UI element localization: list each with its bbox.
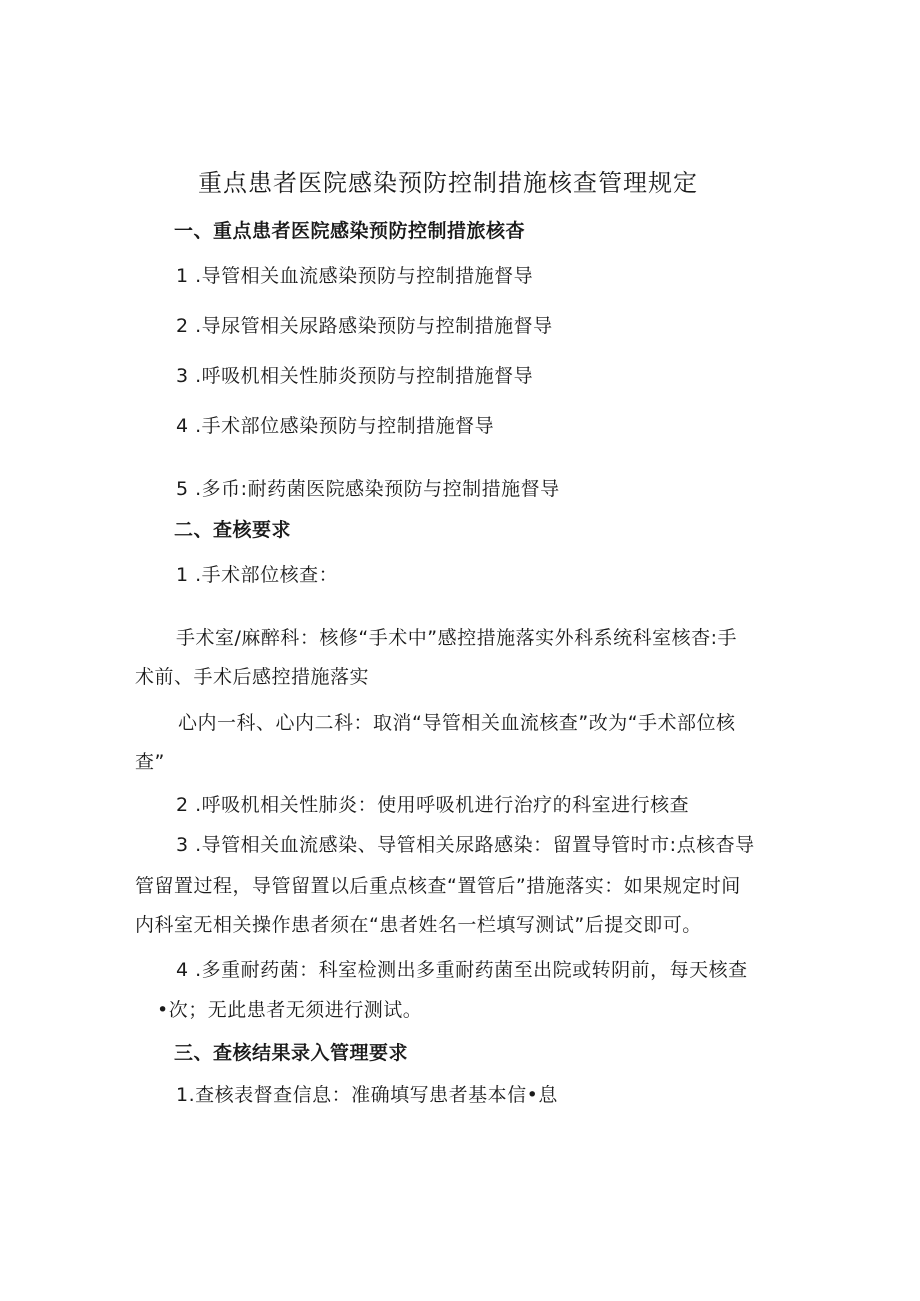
section-1-item-5: 5 .多币:耐药菌医院感染预防与控制措施督导 <box>176 478 560 500</box>
section-3-item-1: 1.查核表督查信息：准确填写患者基本信•息 <box>176 1084 558 1106</box>
section-1-item-2: 2 .导尿管相关尿路感染预防与控制措施督导 <box>176 315 553 337</box>
section-2-item-4-line-2: •次；无此患者无须进行测试。 <box>157 999 423 1021</box>
section-2-para-1-line-1: 手术室/麻醉科：核修“手术中”感控措施落实外科系统科室核杳:手 <box>176 627 737 649</box>
section-1-item-3: 3 .呼吸机相关性肺炎预防与控制措施督导 <box>176 365 534 387</box>
section-2-item-1-title: 1 .手术部位核查： <box>176 564 339 586</box>
section-1-item-1: 1 .导管相关血流感染预防与控制措施督导 <box>176 265 534 287</box>
section-1-heading: 一、重点患者医院感染预防控制措旅核杳 <box>174 220 526 242</box>
document-title: 重点患者医院感染预防控制措施核查管理规定 <box>198 169 698 197</box>
section-2-para-2-line-2: 查” <box>135 751 165 773</box>
section-2-para-2-line-1: 心内一科、心内二科：取消“导管相关血流核查”改为“手术部位核 <box>178 712 736 734</box>
section-2-item-2: 2 .呼吸机相关性肺炎：使用呼吸机进行治疗的科室进行核查 <box>176 794 690 816</box>
section-2-heading: 二、查核要求 <box>174 519 292 541</box>
section-2-para-1-line-2: 术前、手术后感控措施落实 <box>135 666 370 688</box>
section-2-item-4-line-1: 4 .多重耐药菌：科室检测出多重耐药菌至出院或转阴前，每天核查 <box>176 959 748 981</box>
section-2-item-3-line-1: 3 .导管相关血流感染、导管相关尿路感染：留置导管时市:点核杳导 <box>176 834 755 856</box>
section-1-item-4: 4 .手术部位感染预防与控制措施督导 <box>176 415 495 437</box>
section-2-item-3-line-2: 管留置过程，导管留置以后重点核查“置管后”措施落实：如果规定时间 <box>135 875 741 897</box>
section-2-item-3-line-3: 内科室无相关操作患者须在“患者姓名一栏填写测试”后提交即可。 <box>135 914 702 936</box>
section-3-heading: 三、查核结果录入管理要求 <box>174 1042 409 1064</box>
